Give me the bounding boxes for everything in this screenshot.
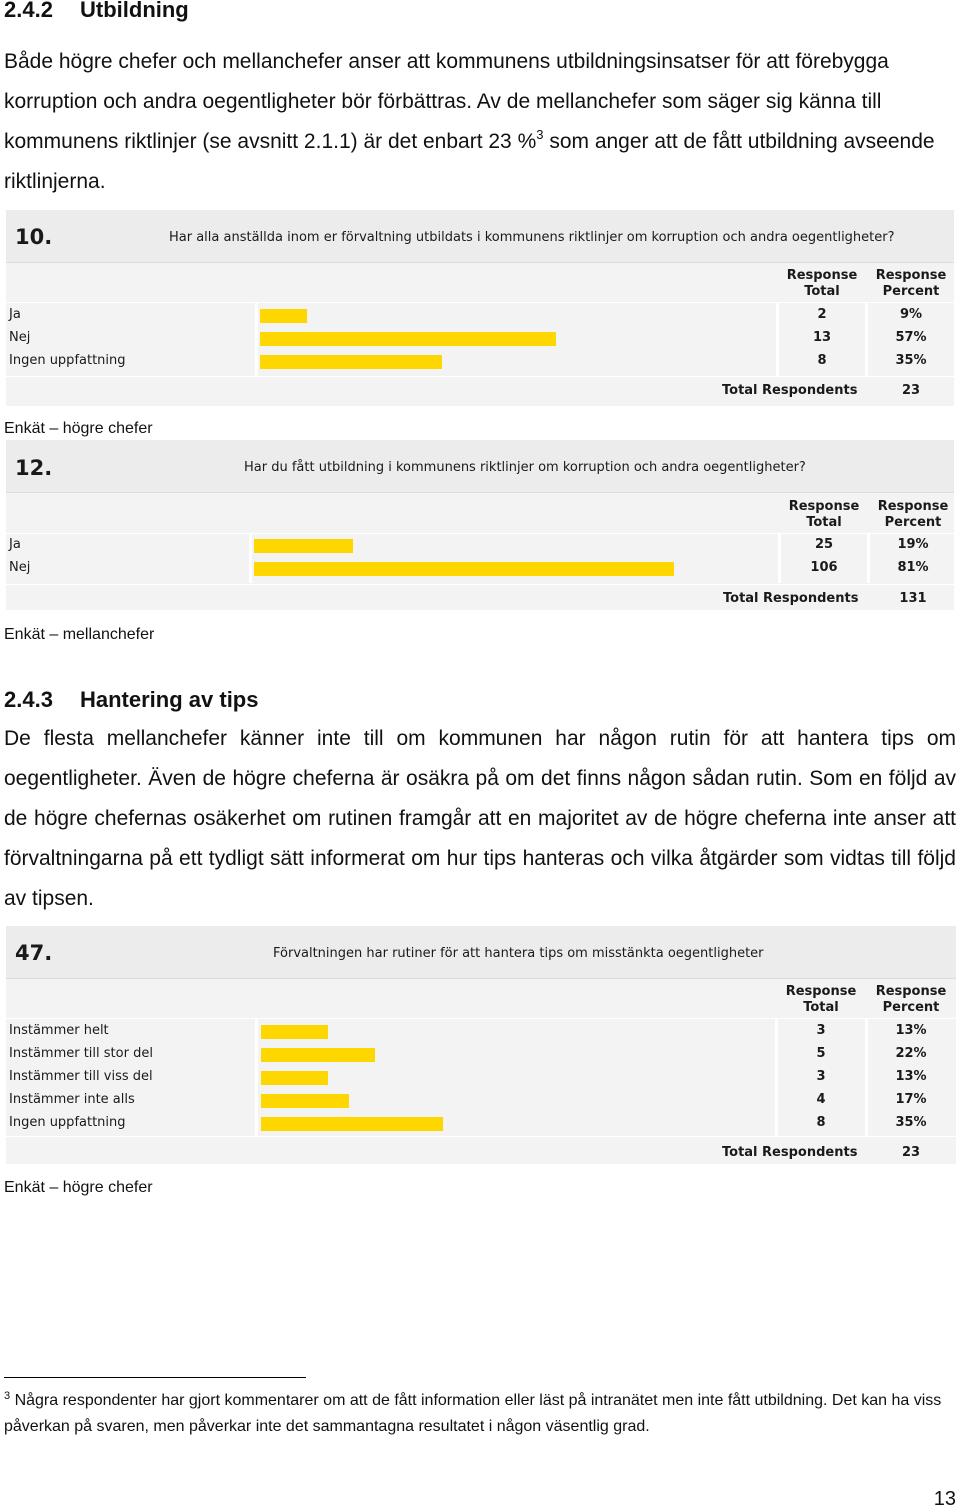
response-bar: [260, 355, 442, 369]
response-total: 3: [816, 1069, 826, 1084]
total-respondents-value: 131: [899, 591, 927, 606]
response-bar: [260, 332, 556, 346]
response-bar: [254, 539, 353, 553]
page-number: 13: [933, 1488, 956, 1510]
question-text: Har alla anställda inom er förvaltning utbildats i kommunens riktlinjer om korruption och andra oegentligheter?: [169, 230, 895, 245]
response-label: Nej: [9, 330, 31, 345]
paragraph-text-cont: som anger att de fått utbildning avseende riktlinjerna.: [4, 130, 935, 193]
footnote-rule: [4, 1377, 306, 1378]
question-number: 47.: [15, 941, 53, 965]
total-respondents-label: Total Respondents: [722, 383, 858, 398]
response-total: 3: [816, 1023, 826, 1038]
response-percent: 57%: [895, 330, 927, 345]
response-row: [6, 304, 954, 327]
response-bar: [261, 1071, 328, 1085]
response-total: 13: [812, 330, 832, 345]
row-divider: [6, 1136, 956, 1137]
response-row: [6, 1089, 956, 1112]
response-percent: 13%: [895, 1023, 927, 1038]
response-label: Instämmer till stor del: [9, 1046, 153, 1061]
section-number: 2.4.3: [4, 687, 53, 712]
response-bar: [254, 562, 674, 576]
col-header-percent: Response Percent: [875, 984, 947, 1015]
response-label: Ja: [9, 307, 21, 322]
response-row: [6, 534, 954, 557]
response-percent: 22%: [895, 1046, 927, 1061]
col-header-total: Response Total: [786, 268, 858, 299]
response-percent: 81%: [897, 560, 929, 575]
total-respondents-label: Total Respondents: [723, 591, 859, 606]
caption-survey-12: Enkät – mellanchefer: [4, 626, 155, 643]
survey-header-bar: [6, 926, 956, 979]
col-header-percent: Response Percent: [877, 499, 949, 530]
col-header-percent: Response Percent: [875, 268, 947, 299]
total-respondents-value: 23: [901, 1145, 921, 1160]
question-number: 12.: [15, 456, 53, 480]
response-total: 106: [810, 560, 838, 575]
paragraph-tips: De flesta mellanchefer känner inte till om kommunen har någon rutin för att hantera tips om oegentligheter. Även de högre cheferna är osäkra på om det finns någon sådan rutin. Som en följd av de högre chefernas osäkerhet om rutinen framgår att en majoritet av de högre cheferna inte anser att förvaltningarna på ett tydligt sätt informerat om hur tips hanteras och vilka åtgärder som vidtas till följd av tipsen.: [4, 727, 956, 910]
section-number: 2.4.2: [4, 0, 53, 22]
response-total: 5: [816, 1046, 826, 1061]
total-respondents-label: Total Respondents: [722, 1145, 858, 1160]
response-total: 4: [816, 1092, 826, 1107]
caption-survey-47: Enkät – högre chefer: [4, 1179, 153, 1196]
footnote-mark: 3: [4, 1390, 11, 1402]
survey-chart-10: [6, 210, 954, 406]
response-bar: [261, 1094, 349, 1108]
response-percent: 9%: [899, 307, 923, 322]
response-bar: [261, 1025, 328, 1039]
response-label: Instämmer till viss del: [9, 1069, 153, 1084]
response-label: Instämmer inte alls: [9, 1092, 135, 1107]
response-total: 25: [814, 537, 834, 552]
question-text: Förvaltningen har rutiner för att hantera tips om misstänkta oegentligheter: [273, 946, 764, 961]
response-total: 8: [816, 1115, 826, 1130]
section-heading-tips: [4, 687, 258, 713]
row-divider: [6, 302, 954, 303]
row-divider: [6, 1018, 956, 1019]
response-bar: [261, 1048, 375, 1062]
section-title: Utbildning: [80, 0, 189, 22]
col-header-total: Response Total: [785, 984, 857, 1015]
response-row: [6, 327, 954, 350]
response-label: Ja: [9, 537, 21, 552]
response-label: Nej: [9, 560, 31, 575]
response-percent: 19%: [897, 537, 929, 552]
survey-header-bar: [6, 440, 954, 493]
response-row: [6, 1043, 956, 1066]
row-divider: [6, 584, 954, 585]
response-bar: [261, 1117, 443, 1131]
response-total: 2: [817, 307, 827, 322]
survey-chart-12: [6, 440, 954, 610]
response-total: 8: [817, 353, 827, 368]
paragraph-utbildning: [4, 42, 956, 202]
response-label: Instämmer helt: [9, 1023, 109, 1038]
col-header-total: Response Total: [788, 499, 860, 530]
survey-header-bar: [6, 210, 954, 263]
footnote-ref[interactable]: 3: [536, 127, 544, 142]
response-row: [6, 1112, 956, 1135]
response-row: [6, 557, 954, 580]
response-row: [6, 350, 954, 373]
caption-survey-10: Enkät – högre chefer: [4, 420, 153, 437]
response-percent: 17%: [895, 1092, 927, 1107]
section-title: Hantering av tips: [80, 687, 259, 712]
footnote: [4, 1388, 944, 1440]
response-label: Ingen uppfattning: [9, 1115, 126, 1130]
response-percent: 13%: [895, 1069, 927, 1084]
response-percent: 35%: [895, 353, 927, 368]
footnote-text: Några respondenter har gjort kommentarer om att de fått information eller läst på intranätet men inte fått utbildning. Det kan ha viss påverkan på svaren, men påverkar inte det sammantagna resultatet i någon väsentlig grad.: [4, 1392, 942, 1435]
response-label: Ingen uppfattning: [9, 353, 126, 368]
survey-chart-47: [6, 926, 956, 1164]
section-heading-utbildning: [4, 0, 189, 23]
response-percent: 35%: [895, 1115, 927, 1130]
question-number: 10.: [15, 225, 53, 249]
row-divider: [6, 376, 954, 377]
paragraph-text: Både högre chefer och mellanchefer anser att kommunens utbildningsinsatser för att förebygga korruption och andra oegentligheter bör förbättras. Av de mellanchefer som säger sig känna till kommunens riktlinjer (se avsnitt 2.1.1) är det enbart 23 %: [4, 50, 889, 153]
response-row: [6, 1066, 956, 1089]
question-text: Har du fått utbildning i kommunens riktlinjer om korruption och andra oegentligheter?: [244, 460, 806, 475]
total-respondents-value: 23: [901, 383, 921, 398]
response-bar: [260, 309, 307, 323]
response-row: [6, 1020, 956, 1043]
